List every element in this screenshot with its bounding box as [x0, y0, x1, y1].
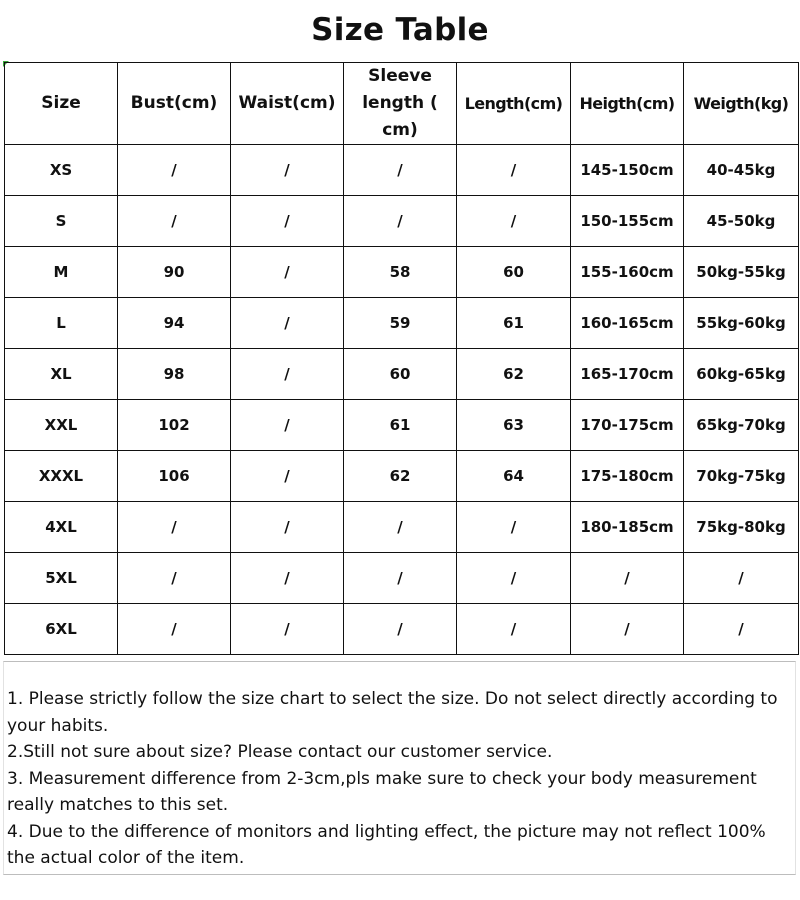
note-item: 4. Due to the difference of monitors and lighting effect, the picture may not reflect 100% the actual color of the item.: [7, 821, 766, 868]
table-cell: /: [118, 553, 231, 604]
table-row: [5, 604, 799, 655]
table-cell: 62: [344, 451, 457, 502]
table-cell: /: [231, 349, 344, 400]
header-sleeve-length: Sleeve length ( cm): [344, 63, 457, 145]
table-cell: 150-155cm: [571, 196, 684, 247]
table-cell: /: [118, 196, 231, 247]
table-cell: 165-170cm: [571, 349, 684, 400]
table-cell: /: [231, 298, 344, 349]
table-row: [5, 400, 799, 451]
table-cell: 175-180cm: [571, 451, 684, 502]
table-cell: /: [457, 553, 571, 604]
table-cell: 180-185cm: [571, 502, 684, 553]
table-cell: 106: [118, 451, 231, 502]
table-cell: 170-175cm: [571, 400, 684, 451]
table-cell: 61: [457, 298, 571, 349]
table-cell: /: [571, 553, 684, 604]
table-cell: /: [231, 604, 344, 655]
table-cell: 75kg-80kg: [684, 502, 799, 553]
table-cell: 60: [457, 247, 571, 298]
size-label-cell: L: [5, 298, 118, 349]
table-cell: /: [344, 196, 457, 247]
table-cell: 94: [118, 298, 231, 349]
table-cell: /: [457, 145, 571, 196]
size-label-cell: XXXL: [5, 451, 118, 502]
size-table: [4, 62, 799, 655]
table-cell: 98: [118, 349, 231, 400]
size-label-cell: XXL: [5, 400, 118, 451]
table-cell: 61: [344, 400, 457, 451]
size-label-cell: XS: [5, 145, 118, 196]
table-cell: /: [231, 451, 344, 502]
size-label-cell: 4XL: [5, 502, 118, 553]
size-label-cell: 5XL: [5, 553, 118, 604]
table-cell: /: [118, 502, 231, 553]
table-row: [5, 145, 799, 196]
size-label-cell: XL: [5, 349, 118, 400]
table-row: [5, 349, 799, 400]
table-cell: /: [457, 502, 571, 553]
header-bust: Bust(cm): [118, 63, 231, 145]
header-waist: Waist(cm): [231, 63, 344, 145]
table-cell: 45-50kg: [684, 196, 799, 247]
table-cell: 65kg-70kg: [684, 400, 799, 451]
table-cell: /: [231, 400, 344, 451]
header-height: Heigth(cm): [571, 63, 684, 145]
table-cell: /: [684, 604, 799, 655]
table-cell: /: [231, 145, 344, 196]
table-cell: /: [231, 553, 344, 604]
table-cell: /: [457, 196, 571, 247]
table-cell: /: [344, 502, 457, 553]
table-row: [5, 298, 799, 349]
table-cell: 145-150cm: [571, 145, 684, 196]
table-cell: /: [231, 502, 344, 553]
notes-list: [7, 686, 793, 872]
size-label-cell: S: [5, 196, 118, 247]
table-body: [5, 145, 799, 655]
table-cell: 90: [118, 247, 231, 298]
table-cell: 59: [344, 298, 457, 349]
page-title: Size Table: [311, 12, 489, 48]
size-label-cell: M: [5, 247, 118, 298]
table-cell: /: [571, 604, 684, 655]
table-header-row: [5, 63, 799, 145]
table-cell: 160-165cm: [571, 298, 684, 349]
table-cell: 63: [457, 400, 571, 451]
table-cell: 40-45kg: [684, 145, 799, 196]
table-cell: /: [684, 553, 799, 604]
table-cell: 64: [457, 451, 571, 502]
note-item: 1. Please strictly follow the size chart to select the size. Do not select directly according to your habits.: [7, 689, 778, 736]
note-item: 3. Measurement difference from 2-3cm,pls make sure to check your body measurement really matches to this set.: [7, 768, 757, 815]
table-cell: /: [457, 604, 571, 655]
header-size: Size: [5, 63, 118, 145]
size-table-container: [4, 62, 799, 655]
table-cell: 62: [457, 349, 571, 400]
table-row: [5, 451, 799, 502]
table-cell: 58: [344, 247, 457, 298]
header-weight: Weigth(kg): [684, 63, 799, 145]
table-cell: 155-160cm: [571, 247, 684, 298]
table-row: [5, 247, 799, 298]
table-cell: /: [231, 247, 344, 298]
table-cell: /: [118, 145, 231, 196]
table-cell: /: [118, 604, 231, 655]
table-cell: 60: [344, 349, 457, 400]
table-row: [5, 553, 799, 604]
header-length: Length(cm): [457, 63, 571, 145]
table-cell: 50kg-55kg: [684, 247, 799, 298]
note-item: 2.Still not sure about size? Please contact our customer service.: [7, 742, 553, 762]
table-cell: 60kg-65kg: [684, 349, 799, 400]
table-row: [5, 502, 799, 553]
table-cell: /: [231, 196, 344, 247]
table-cell: /: [344, 604, 457, 655]
table-row: [5, 196, 799, 247]
table-cell: /: [344, 145, 457, 196]
table-cell: 102: [118, 400, 231, 451]
table-cell: 70kg-75kg: [684, 451, 799, 502]
table-cell: /: [344, 553, 457, 604]
size-label-cell: 6XL: [5, 604, 118, 655]
table-cell: 55kg-60kg: [684, 298, 799, 349]
